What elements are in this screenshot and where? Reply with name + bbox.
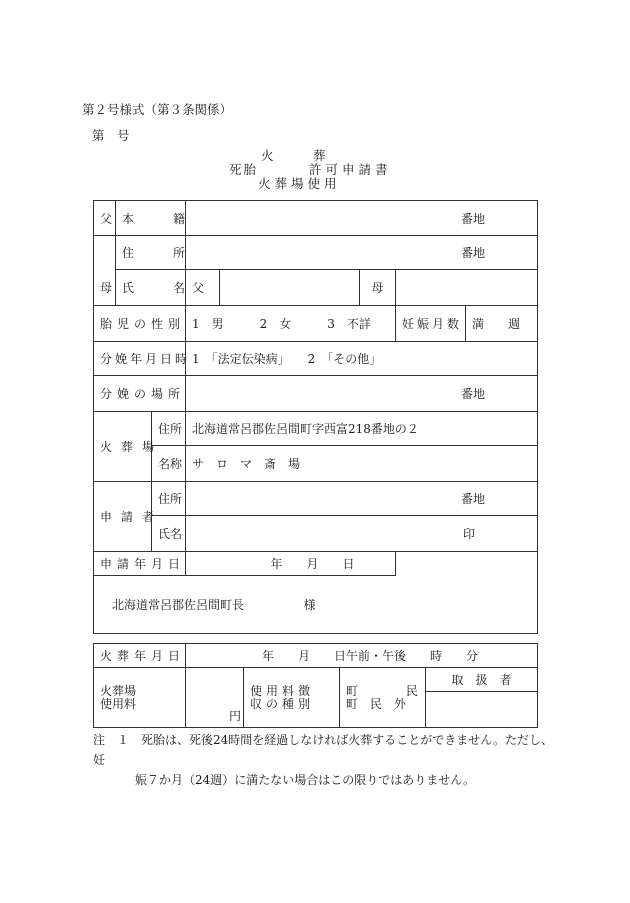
title-stillborn: 死胎 xyxy=(229,162,259,177)
pregnancy-months-label: 妊娠月数 xyxy=(396,306,466,342)
fee-amount-field[interactable] xyxy=(186,668,244,728)
cremation-record-table xyxy=(93,643,538,728)
applicant-name-label: 氏名 xyxy=(152,516,186,552)
address-field[interactable] xyxy=(186,236,538,270)
father-mother-spacer xyxy=(94,236,116,270)
crematorium-address-label: 住所 xyxy=(152,412,186,446)
note-line-2: 娠７か月（24週）に満たない場合はこの限りではありません。 xyxy=(135,773,475,787)
resident-type-line-1: 町 民 xyxy=(346,683,419,698)
full-weeks-field[interactable]: 満 週 xyxy=(466,306,538,342)
honseki-field[interactable] xyxy=(186,201,538,236)
honseki-banchi: 番地 xyxy=(461,211,486,226)
note xyxy=(93,730,553,790)
delivery-datetime-field[interactable]: 1 「法定伝染病」 2 「その他」 xyxy=(186,342,538,376)
delivery-place-field[interactable] xyxy=(186,376,538,412)
resident-type-line-2: 町 民 外 xyxy=(346,696,407,711)
name-label: 氏 名 xyxy=(116,270,186,306)
father-name-field[interactable] xyxy=(220,270,360,306)
delivery-place-label: 分娩の場所 xyxy=(94,376,186,412)
honseki-label: 本 籍 xyxy=(116,201,186,236)
sex-label: 胎児の性別 xyxy=(94,306,186,342)
title-permit-application: 許可申請書 xyxy=(309,162,392,177)
applicant-label: 申請者 xyxy=(94,482,152,552)
seal-mark: 印 xyxy=(463,527,476,541)
mother-char: 母 xyxy=(94,270,116,306)
fee-type-line-1: 使用料徴 xyxy=(250,683,315,698)
application-form-table xyxy=(93,200,538,634)
title-fire: 火 xyxy=(261,148,274,163)
crematorium-name-label: 名称 xyxy=(152,446,186,482)
mother-name-field[interactable] xyxy=(396,270,538,306)
title-crematorium-use: 火葬場使用 xyxy=(258,176,341,191)
application-date-blank xyxy=(396,552,538,576)
crematorium-address-value: 北海道常呂郡佐呂間町字西富218番地の２ xyxy=(186,412,538,446)
title-burial: 葬 xyxy=(313,148,326,163)
fee-label-line-2: 使用料 xyxy=(100,696,137,711)
fee-label-line-1: 火葬場 xyxy=(100,683,137,698)
honorific: 様 xyxy=(303,598,316,612)
document-number-label: 第 号 xyxy=(92,128,130,143)
handler-field[interactable] xyxy=(426,692,538,728)
application-date-field[interactable]: 年 月 日 xyxy=(186,552,396,576)
delivery-place-banchi: 番地 xyxy=(461,387,486,401)
handler-label: 取 扱 者 xyxy=(426,668,538,692)
father-char: 父 xyxy=(94,201,116,236)
fee-label xyxy=(94,668,186,728)
mother-name-label: 母 xyxy=(360,270,396,306)
applicant-address-label: 住所 xyxy=(152,482,186,516)
cremation-date-label: 火葬年月日 xyxy=(94,644,186,668)
note-line-1: 注 １ 死胎は、死後24時間を経過しなければ火葬することができません。ただし、妊 xyxy=(93,733,553,767)
sex-options[interactable]: 1 男 2 女 3 不詳 xyxy=(186,306,396,342)
father-name-label: 父 xyxy=(186,270,220,306)
applicant-address-field[interactable] xyxy=(186,482,538,516)
resident-type-field[interactable] xyxy=(340,668,426,728)
fee-type-line-2: 収の種別 xyxy=(250,696,315,711)
address-banchi: 番地 xyxy=(461,246,486,260)
applicant-address-banchi: 番地 xyxy=(461,492,486,506)
yen-unit: 円 xyxy=(228,709,241,723)
application-date-label: 申請年月日 xyxy=(94,552,186,576)
delivery-datetime-label: 分娩年月日時 xyxy=(94,342,186,376)
applicant-name-field[interactable] xyxy=(186,516,538,552)
crematorium-name-value: サ ロ マ 斎 場 xyxy=(186,446,538,482)
crematorium-label: 火葬場 xyxy=(94,412,152,482)
fee-type-label xyxy=(244,668,340,728)
addressee-row xyxy=(94,576,538,634)
address-label: 住 所 xyxy=(116,236,186,270)
form-number-label: 第２号様式（第３条関係） xyxy=(82,102,233,117)
addressee: 北海道常呂郡佐呂間町長 xyxy=(112,598,245,612)
cremation-date-field[interactable]: 年 月 日午前・午後 時 分 xyxy=(186,644,538,668)
document-title xyxy=(225,150,415,194)
